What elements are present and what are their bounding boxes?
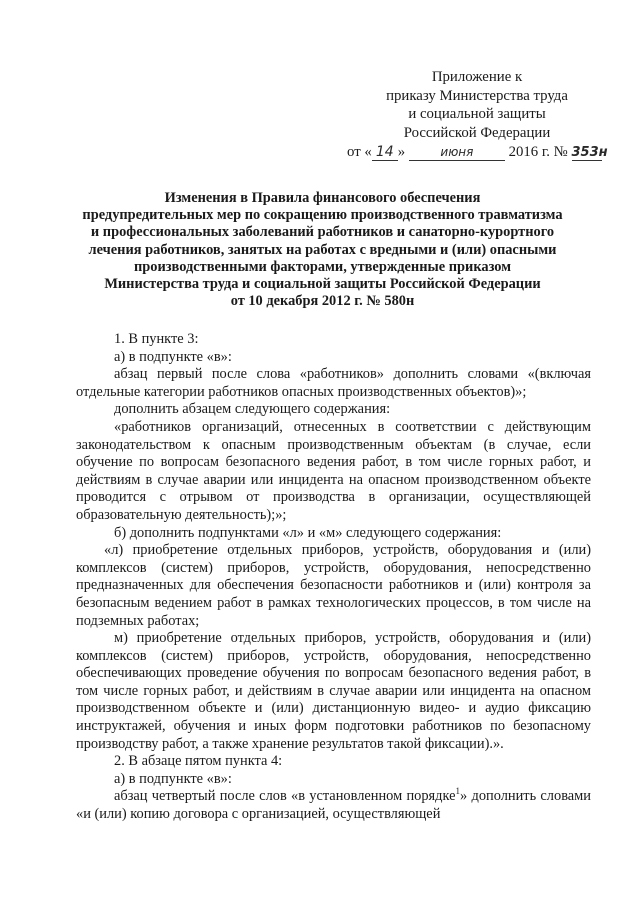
paragraph-text-part: абзац четвертый после слов «в установленном порядке xyxy=(114,788,456,805)
paragraph-subitem-b: б) дополнить подпунктами «л» и «м» следующего содержания: xyxy=(114,524,502,541)
paragraph-subitem-l: «л) приобретение отдельных приборов, устройств, оборудования и (или) комплексов (систем) приборов, устройств, оборудования, непосредственно предназначенных для обеспечения безопасности работников и (или) контроля за безопасным ведением работ в рамках технологических процессов, в том числе на подземных работах; xyxy=(76,542,591,629)
paragraph-subitem-a: а) в подпункте «в»: xyxy=(114,348,232,365)
paragraph-text: абзац первый после слова «работников» дополнить словами «(включая отдельные категории работников опасных производственных объектов)»; xyxy=(76,366,591,400)
date-month-handwritten: июня xyxy=(409,145,505,161)
title-line: производственными факторами, утвержденные приказом xyxy=(133,258,512,275)
title-line: Изменения в Правила финансового обеспечения xyxy=(164,190,481,206)
paragraph-subitem-a: а) в подпункте «в»: xyxy=(114,770,232,787)
title-line: и профессиональных заболеваний работников и санаторно-курортного xyxy=(90,224,555,241)
annex-line: Приложение к xyxy=(431,69,523,85)
paragraph-item-2: 2. В абзаце пятом пункта 4: xyxy=(114,753,283,770)
date-year: 2016 г. № xyxy=(508,144,568,160)
annex-line: и социальной защиты xyxy=(408,106,546,122)
document-body xyxy=(76,331,591,824)
title-line: от 10 декабря 2012 г. № 580н xyxy=(230,293,415,310)
annex-line: приказу Министерства труда xyxy=(386,87,568,104)
annex-date xyxy=(347,143,607,162)
paragraph-text xyxy=(76,788,591,823)
title-line: предупредительных мер по сокращению производственного травматизма xyxy=(82,207,563,224)
paragraph-item-1: 1. В пункте 3: xyxy=(114,331,199,347)
footnote-marker: 1 xyxy=(455,786,461,797)
annex-line: Российской Федерации xyxy=(403,124,551,141)
order-number-handwritten: 353н xyxy=(571,145,608,160)
date-day-handwritten: 14 xyxy=(372,145,398,161)
paragraph-quote: «работников организаций, отнесенных в соответствии с действующим законодательством к опасным производственным объектам (в случае, если обучение по вопросам безопасного ведения работ, в том числе горных работ, и действиям в случае аварии или инцидента на опасном производственном объекте проводится с отрывом от производства в организации, осуществляющей образовательную деятельность);»; xyxy=(76,418,591,523)
document-title xyxy=(50,190,595,310)
date-prefix: от « xyxy=(347,144,372,160)
annex-header xyxy=(347,68,607,142)
paragraph-text-part: » дополнить словами «и (или) копию договора с организацией, осуществляющей xyxy=(76,788,591,823)
paragraph-text: дополнить абзацем следующего содержания: xyxy=(114,401,391,418)
date-mid: » xyxy=(397,144,406,160)
title-line: лечения работников, занятых на работах с вредными и (или) опасными xyxy=(88,241,557,258)
title-line: Министерства труда и социальной защиты Российской Федерации xyxy=(104,276,541,293)
paragraph-subitem-m: м) приобретение отдельных приборов, устройств, оборудования и (или) комплексов (систем) приборов, устройств, оборудования, непосредственно обеспечивающих проведение обучения по вопросам безопасного ведения работ, в том числе горных работ, и действиям в случае аварии или инцидента на опасном производственном объекте и (или) дистанционную видео- и аудио фиксацию инструктажей, обучения и иных форм подготовки работников по безопасному производству работ, а также хранение результатов такой фиксации).». xyxy=(76,630,591,752)
